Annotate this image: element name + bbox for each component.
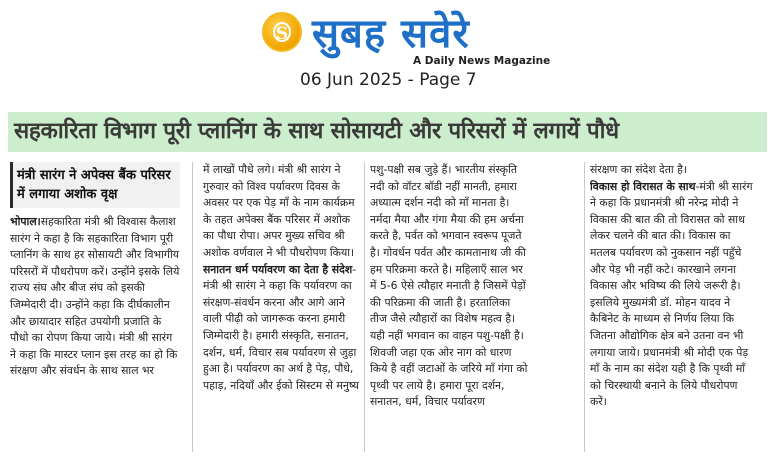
- article-column-3: [370, 162, 528, 452]
- article-column-1: [10, 162, 180, 452]
- article-paragraph: [203, 262, 359, 395]
- article-column-4: [590, 162, 755, 452]
- article-paragraph: संरक्षण का संदेश देता है।: [590, 163, 687, 176]
- column-divider: [364, 162, 365, 452]
- section-subhead: विकास हो विरासत के साथ: [590, 179, 696, 193]
- masthead: [0, 0, 775, 110]
- column-divider: [192, 162, 193, 452]
- article-paragraph: में लाखों पौधे लगे। मंत्री श्री सारंग ने गुरुवार को विश्व पर्यावरण दिवस के अवसर पर एक पेड़ माँ के नाम कार्यक्रम के तहत अपेक्स बैंक परिसर में अशोक का पौधा रोपा। अपर मुख्य सचिव श्री अशोक वर्णवाल ने भी पौधरोपण किया।: [203, 163, 355, 259]
- subheadline: मंत्री सारंग ने अपेक्स बैंक परिसर में लगाया अशोक वृक्ष: [17, 168, 171, 202]
- headline: सहकारिता विभाग पूरी प्लानिंग के साथ सोसायटी और परिसरों में लगायें पौधे: [14, 118, 619, 144]
- sun-s-logo-icon: S: [262, 12, 302, 52]
- article-paragraph: [10, 214, 180, 380]
- article-text: -मंत्री श्री सारंग ने कहा कि प्रधानमंत्री श्री नरेन्द्र मोदी ने विकास की बात की तो विरासत को साथ लेकर चलने की बात की। विकास का मतलब पर्यावरण को नुकसान नहीं पहुँचे और पेड़ भी नहीं कटे। कारखाने लगना विकास और भविष्य की लिये जरूरी है। इसलिये मुख्यमंत्री डॉ. मोहन यादव ने कैबिनेट के माध्यम से निर्णय लिया कि जितना औद्योगिक क्षेत्र बने उतना वन भी लगाया जाये। प्रधानमंत्री श्री मोदी एक पेड़ माँ के नाम का संदेश यही है कि पृथ्वी माँ को चिरस्थायी बनाने के लिये पौधरोपण करें।: [590, 179, 753, 409]
- article-text: -मंत्री श्री सारंग ने कहा कि पर्यावरण का संरक्षण-संवर्धन करना और आगे आने वाली पीढ़ी को जागरूक करना हमारी जिम्मेदारी है। हमारी संस्कृति, सनातन, दर्शन, धर्म, विचार सब पर्यावरण से जुड़ा हुआ है। पर्यावरण का अर्थ है पेड़, पौधे, पहाड़, नदियाँ और ईको सिस्टम से मनुष्य: [203, 262, 359, 392]
- headline-band: [8, 112, 767, 152]
- column-divider: [584, 162, 585, 452]
- brand-title: सुबह सवेरे: [312, 10, 470, 57]
- subheadline-box: [10, 162, 180, 208]
- tagline: A Daily News Magazine: [413, 55, 551, 67]
- article-paragraph: पशु-पक्षी सब जुड़े हैं। भारतीय संस्कृति नदी को वॉटर बॉडी नहीं मानती, हमारा अध्यात्म दर्शन नदी को माँ मानता है। नर्मदा मैया और गंगा मैया की हम अर्चना करते है, पर्वत को भगवान स्वरूप पूजते है। गोवर्धन पर्वत और कामतानाथ जी की हम परिक्रमा करते है। महिलाएँ साल भर में 5-6 ऐसे त्यौहार मनाती है जिसमें पेड़ों की परिक्रमा की जाती है। हरतालिका तीज जैसे त्यौहारों का विशेष महत्व है। यही नहीं भगवान का वाहन पशु-पक्षी है। शिवजी जहा एक ओर नाग को धारण किये है वहीं जटाओं के जरिये माँ गंगा को पृथ्वी पर लाये है। हमारा पूरा दर्शन, सनातन, धर्म, विचार पर्यावरण: [370, 163, 528, 409]
- dateline: 06 Jun 2025 - Page 7: [300, 70, 477, 90]
- article-text: सहकारिता मंत्री श्री विश्वास कैलाश सारंग ने कहा है कि सहकारिता विभाग पूरी प्लानिंग के साथ हर सोसायटी और विभागीय परिसरों में पौधरोपण करें। उन्होंने इसके लिये राज्य संघ और बीज संघ को इसकी जिम्मेदारी दी। उन्होंने कहा कि दीर्घकालीन और छायादार सहित उपयोगी प्रजाति के पौधो का रोपण किया जाये। मंत्री श्री सारंग ने कहा कि मास्टर प्लान इस तरह का हो कि संरक्षण और संवर्धन के साथ साल भर: [10, 215, 180, 378]
- section-subhead: सनातन धर्म पर्यावरण का देता है संदेश: [203, 262, 353, 276]
- article-paragraph: [590, 179, 755, 411]
- article-column-2: [203, 162, 359, 452]
- dateline-lead: भोपाल।: [10, 215, 41, 228]
